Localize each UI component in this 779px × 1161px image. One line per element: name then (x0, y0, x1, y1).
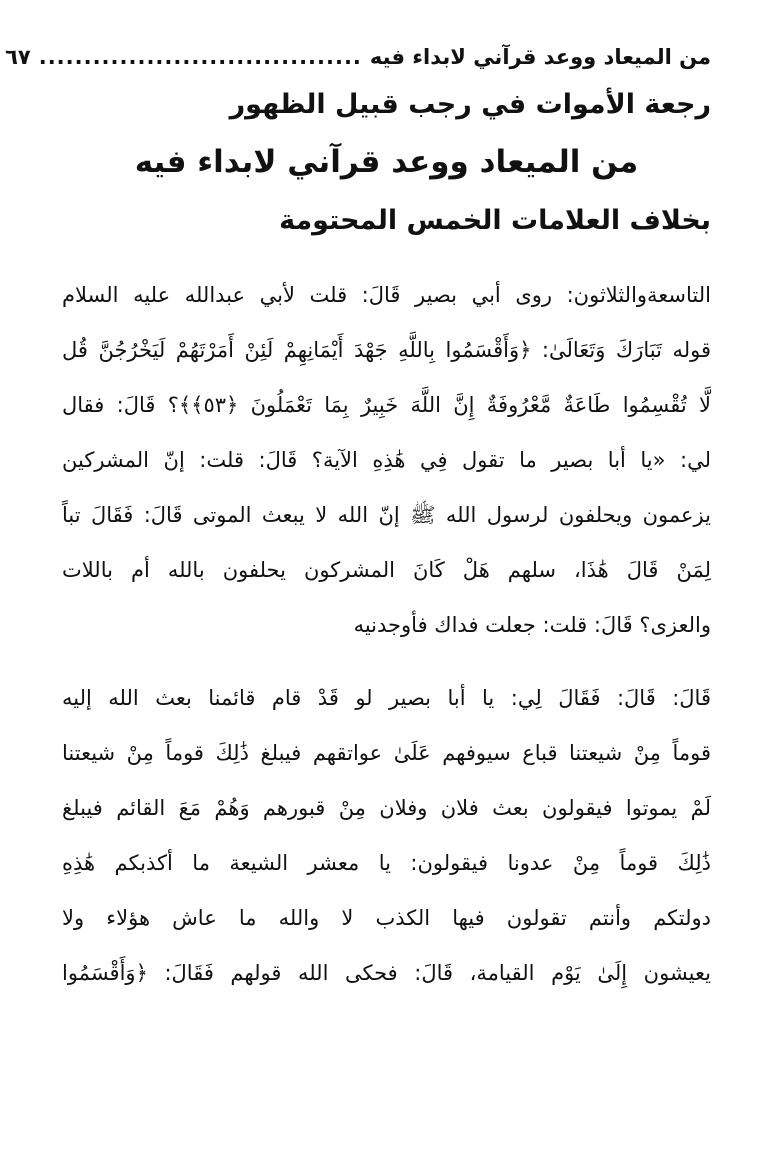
text-line: لِمَنْ قَالَ هَٰذَا، سلهم هَلْ كَانَ المشركون يحلفون بالله أم باللات (62, 558, 711, 582)
book-page (5, 36, 711, 1001)
text-line: والعزى؟ قَالَ: قلت: جعلت فداك فأوجدنيه (353, 613, 711, 637)
text-line-quran-verse: لَّا تُقْسِمُوا طَاعَةٌ مَّعْرُوفَةٌ إِنَّ اللَّهَ خَبِيرٌ بِمَا تَعْمَلُونَ ﴿٥٣﴾﴾؟ قَالَ: فقال (62, 393, 711, 417)
page-number: ٦٧ (5, 45, 31, 69)
text-line: لي: «يا أبا بصير ما تقول فِي هَٰذِهِ الآية؟ قَالَ: قلت: إنّ المشركين (62, 448, 711, 472)
text-line: قَالَ: قَالَ: فَقَالَ لِي: يا أبا بصير لو قَدْ قام قائمنا بعث الله إليه (62, 686, 711, 710)
section-title-line-3: بخلاف العلامات الخمس المحتومة (279, 205, 711, 236)
section-title-line-1: رجعة الأموات في رجب قبيل الظهور (229, 89, 711, 120)
text-line-quran-verse: قوله تَبَارَكَ وَتَعَالَىٰ: ﴿وَأَقْسَمُوا بِاللَّهِ جَهْدَ أَيْمَانِهِمْ لَئِنْ أَمَرْتَهُمْ لَيَخْرُجُنَّ قُل (62, 338, 711, 362)
leader-dots: .................................... (38, 45, 362, 69)
paragraph-narration (62, 268, 711, 653)
running-title: من الميعاد ووعد قرآني لابداء فيه (369, 45, 711, 69)
text-line: ذَٰلِكَ قوماً مِنْ عدونا فيقولون: يا معشر الشيعة ما أكذبكم هَٰذِهِ (62, 851, 711, 875)
running-header (5, 36, 711, 78)
text-line: قوماً مِنْ شيعتنا قباع سيوفهم عَلَىٰ عواتقهم فيبلغ ذَٰلِكَ قوماً مِنْ شيعتنا (62, 741, 711, 765)
text-line: يزعمون ويحلفون لرسول الله ﷺ إنّ الله لا يبعث الموتى قَالَ: فَقَالَ تباً (62, 503, 711, 527)
paragraph-continuation (62, 671, 711, 1001)
text-line: التاسعةوالثلاثون: روى أبي بصير قَالَ: قلت لأبي عبدالله عليه السلام (62, 283, 711, 307)
section-title-line-2: من الميعاد ووعد قرآني لابداء فيه (134, 144, 639, 180)
text-line: لَمْ يموتوا فيقولون بعث فلان وفلان مِنْ قبورهم وَهُمْ مَعَ القائم فيبلغ (62, 796, 711, 820)
text-line: يعيشون إِلَىٰ يَوْم القيامة، قَالَ: فحكى الله قولهم فَقَالَ: ﴿وَأَقْسَمُوا (62, 961, 711, 985)
text-line: دولتكم وأنتم تقولون فيها الكذب لا والله ما عاش هؤلاء ولا (62, 906, 711, 930)
